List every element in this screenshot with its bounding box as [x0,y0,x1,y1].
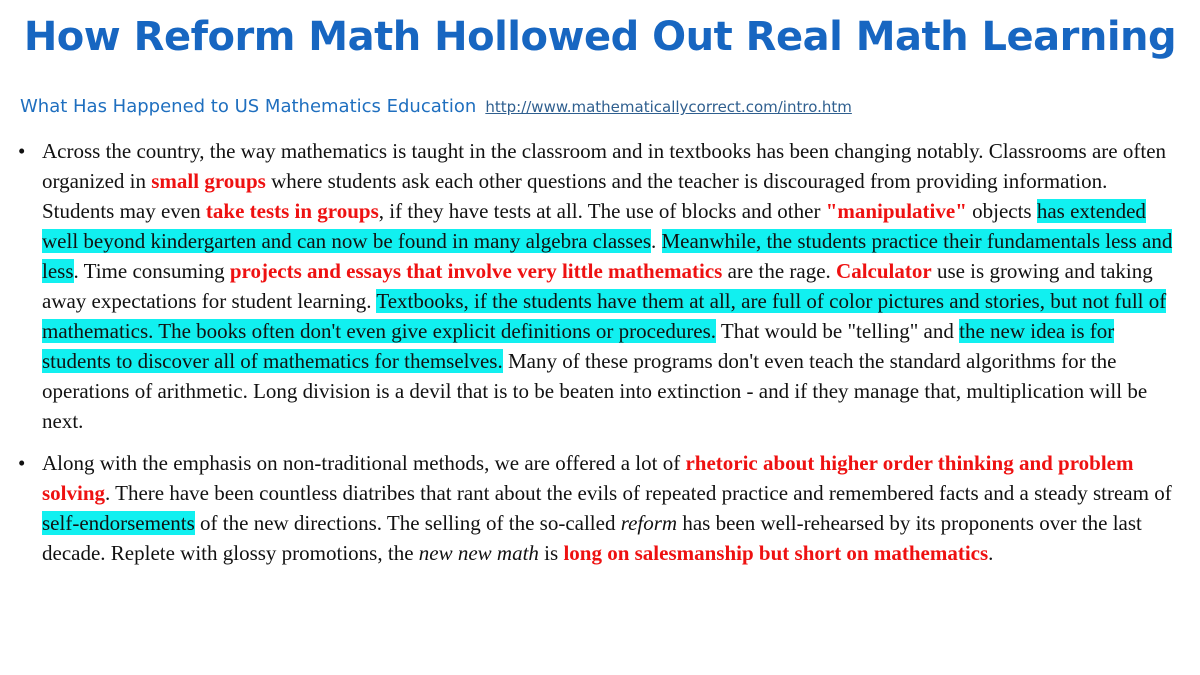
text-run: . Time consuming [73,259,230,283]
subtitle: What Has Happened to US Mathematics Education [20,96,477,117]
italic-text: new new math [418,541,539,565]
text-run: are the rage. [722,259,837,283]
bullet-item-1 [18,136,1178,436]
highlight-cyan: self-endorsements [42,511,195,535]
text-run: objects [966,199,1037,223]
highlight-cyan: Textbooks, if the students have them at all, are full of color pictures and stories, but not full of mathematics. The books often don't even give explicit definitions or procedures. [42,289,1167,343]
emphasis-red: small groups [151,169,266,193]
text-run: where students ask each other questions and the teacher is discouraged from providing information. Students may even [42,169,1108,223]
bullet-list [18,136,1178,580]
highlight-cyan: the new idea is for students to discover all of mathematics for themselves. [42,319,1115,373]
highlight-cyan: Meanwhile, the students practice their fundamentals less and less [42,229,1173,283]
text-run: . There have been countless diatribes that rant about the evils of repeated practice and remembered facts and a steady stream of [105,481,1172,505]
emphasis-red: Calculator [836,259,932,283]
text-run: Across the country, the way mathematics is taught in the classroom and in textbooks has been changing notably. Classrooms are often organized in [42,139,1167,193]
emphasis-red: projects and essays that involve very little mathematics [229,259,723,283]
emphasis-red: long on salesmanship but short on mathematics [563,541,989,565]
text-run: Many of these programs don't even teach the standard algorithms for the operations of arithmetic. Long division is a devil that is to be beaten into extinction - and if they manage that, multiplication will be next. [42,349,1148,433]
bullet-item-2 [18,448,1178,568]
slide-title: How Reform Math Hollowed Out Real Math Learning [23,14,1177,60]
text-run: That would be "telling" and [716,319,960,343]
text-run: use is growing and taking away expectations for student learning. [42,259,1153,313]
text-run: is [538,541,564,565]
emphasis-red: "manipulative" [825,199,967,223]
text-run: has been well-rehearsed by its proponents over the last decade. Replete with glossy promotions, the [42,511,1142,565]
italic-text: reform [620,511,678,535]
bullet-marker: • [18,451,26,475]
bullet-marker: • [18,139,26,163]
emphasis-red: rhetoric about higher order thinking and problem solving [42,451,1134,505]
text-run: of the new directions. The selling of the so-called [194,511,621,535]
text-run: Along with the emphasis on non-traditional methods, we are offered a lot of [42,451,686,475]
text-run: . [988,541,994,565]
subtitle-row [20,96,852,117]
text-run: . [651,229,662,253]
emphasis-red: take tests in groups [205,199,379,223]
highlight-cyan: has extended well beyond kindergarten and can now be found in many algebra classes [42,199,1146,253]
text-run: , if they have tests at all. The use of blocks and other [378,199,826,223]
source-link[interactable]: http://www.mathematicallycorrect.com/intro.htm [485,98,852,116]
